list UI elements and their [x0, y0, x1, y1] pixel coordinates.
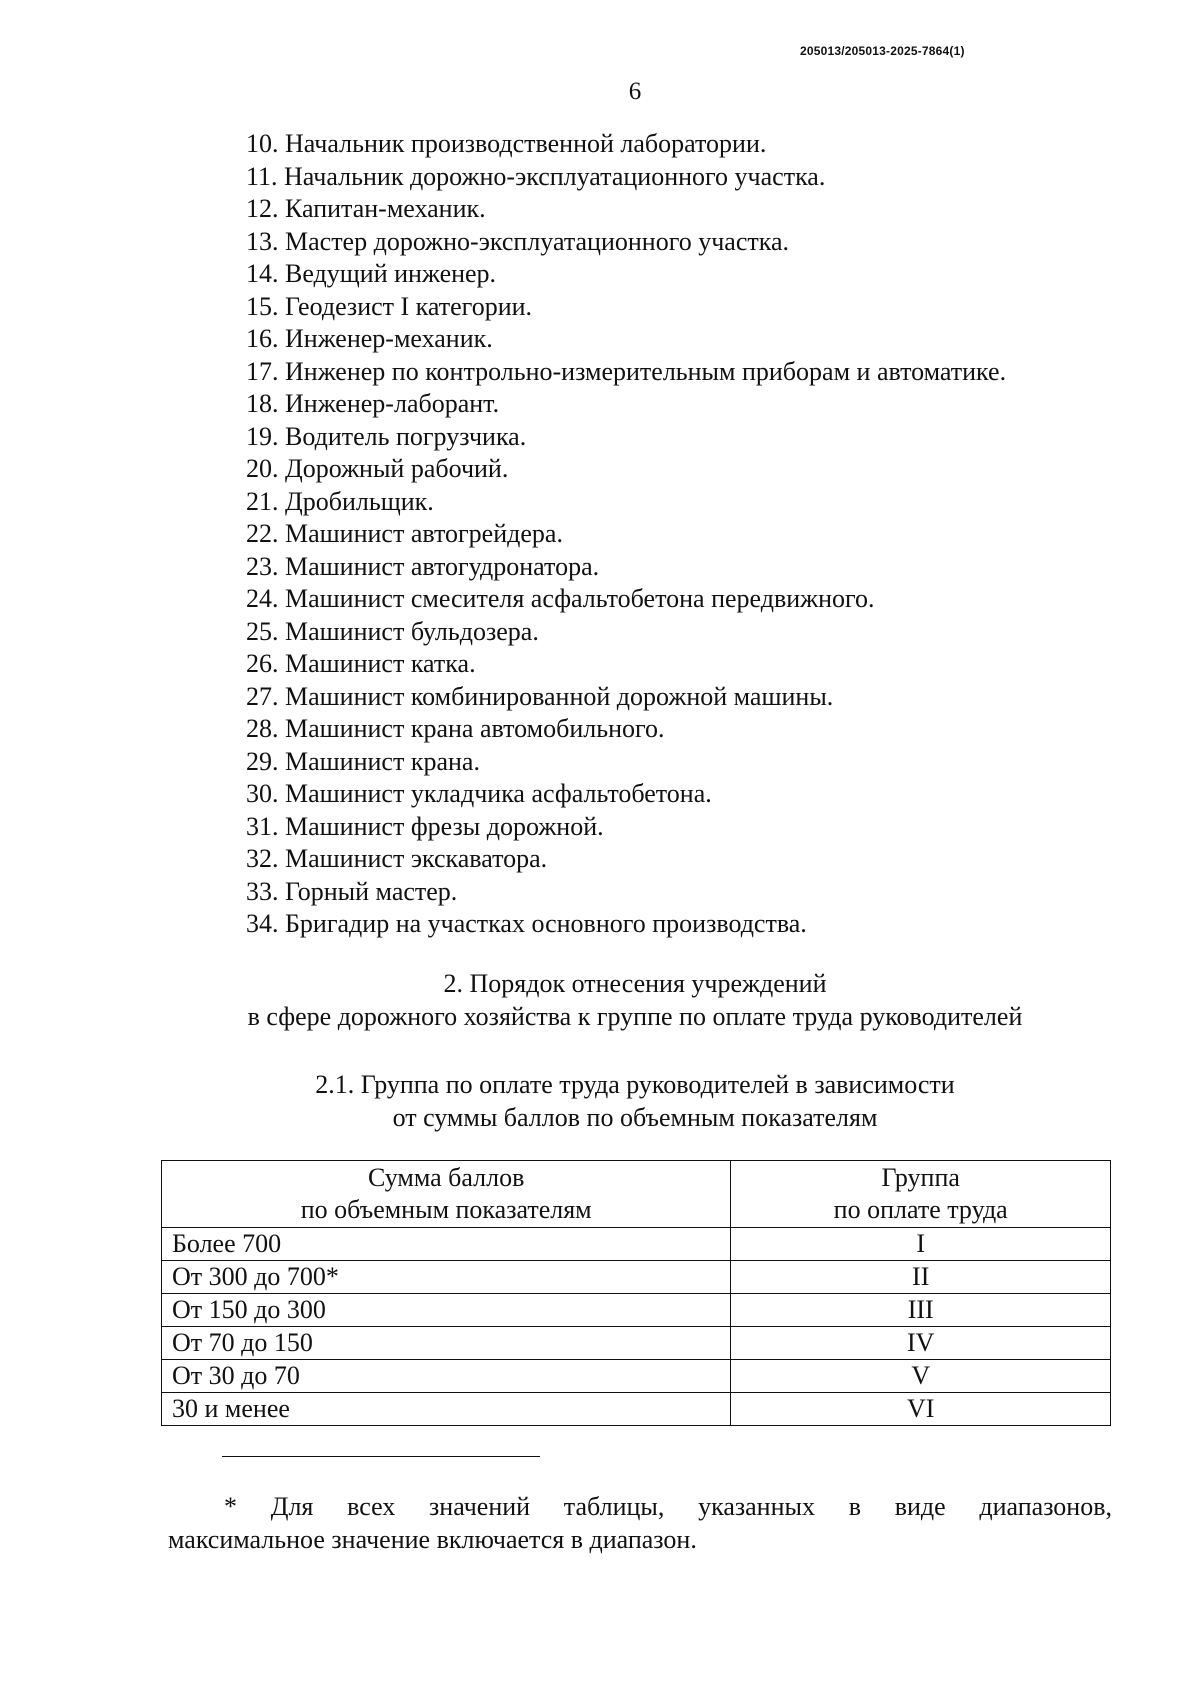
- list-item: 29. Машинист крана.: [246, 746, 480, 776]
- list-item: 22. Машинист автогрейдера.: [246, 519, 563, 548]
- list-item: 17. Инженер по контрольно-измерительным приборам и автоматике.: [246, 356, 1007, 386]
- section-title-line: 2. Порядок отнесения учреждений: [443, 969, 827, 998]
- cell-range: Более 700: [162, 1228, 731, 1261]
- cell-range: 30 и менее: [162, 1393, 731, 1426]
- page-number: 6: [628, 78, 642, 105]
- footnote-line: максимальное значение включается в диапазон.: [168, 1525, 697, 1554]
- cell-group: II: [731, 1261, 1111, 1294]
- positions-list: [246, 128, 1006, 941]
- table-row: [162, 1261, 1111, 1294]
- cell-range: От 70 до 150: [162, 1327, 731, 1360]
- header-line: по объемным показателям: [300, 1195, 592, 1224]
- header-line: по оплате труда: [833, 1195, 1008, 1224]
- list-item: 14. Ведущий инженер.: [246, 259, 497, 288]
- table-header-row: [162, 1161, 1111, 1228]
- footnote-separator: [222, 1456, 540, 1457]
- cell-group: IV: [731, 1327, 1111, 1360]
- table-row: [162, 1327, 1111, 1360]
- list-item: 11. Начальник дорожно-эксплуатационного участка.: [246, 161, 826, 191]
- subsection-title: [0, 1068, 1200, 1134]
- list-item: 10. Начальник производственной лаборатории.: [246, 129, 767, 158]
- table-row: [162, 1228, 1111, 1261]
- list-item: 12. Капитан-механик.: [246, 194, 486, 223]
- list-item: 18. Инженер-лаборант.: [246, 389, 500, 418]
- list-item: 33. Горный мастер.: [246, 876, 458, 906]
- cell-group: VI: [731, 1393, 1111, 1426]
- list-item: 21. Дробильщик.: [246, 486, 434, 516]
- section-title: [0, 967, 1200, 1033]
- list-item: 20. Дорожный рабочий.: [246, 454, 509, 483]
- list-item: 13. Мастер дорожно-эксплуатационного участка.: [246, 226, 790, 256]
- cell-group: III: [731, 1294, 1111, 1327]
- cell-group: I: [731, 1228, 1111, 1261]
- cell-group: V: [731, 1360, 1111, 1393]
- list-item: 28. Машинист крана автомобильного.: [246, 714, 665, 743]
- list-item: 34. Бригадир на участках основного производства.: [246, 909, 807, 938]
- list-item: 25. Машинист бульдозера.: [246, 616, 539, 646]
- list-item: 23. Машинист автогудронатора.: [246, 551, 600, 581]
- section-title-line: в сфере дорожного хозяйства к группе по оплате труда руководителей: [247, 1002, 1023, 1031]
- list-item: 15. Геодезист I категории.: [246, 291, 533, 321]
- list-item: 27. Машинист комбинированной дорожной машины.: [246, 681, 834, 711]
- table-row: [162, 1294, 1111, 1327]
- list-item: 24. Машинист смесителя асфальтобетона передвижного.: [246, 584, 875, 613]
- list-item: 31. Машинист фрезы дорожной.: [246, 811, 604, 841]
- table-row: [162, 1393, 1111, 1426]
- footnote: [168, 1490, 1112, 1556]
- pay-group-table: [161, 1160, 1111, 1426]
- footnote-line: * Для всех значений таблицы, указанных в виде диапазонов,: [224, 1492, 1112, 1521]
- cell-range: От 300 до 700*: [162, 1261, 731, 1294]
- list-item: 16. Инженер-механик.: [246, 324, 493, 353]
- cell-range: От 30 до 70: [162, 1360, 731, 1393]
- list-item: 26. Машинист катка.: [246, 649, 476, 678]
- header-line: Сумма баллов: [368, 1163, 525, 1192]
- table-row: [162, 1360, 1111, 1393]
- header-line: Группа: [881, 1163, 960, 1192]
- list-item: 30. Машинист укладчика асфальтобетона.: [246, 779, 712, 808]
- subsection-title-line: 2.1. Группа по оплате труда руководителей в зависимости: [315, 1070, 955, 1099]
- list-item: 19. Водитель погрузчика.: [246, 421, 527, 451]
- header-points-sum: [162, 1161, 731, 1228]
- list-item: 32. Машинист экскаватора.: [246, 844, 548, 873]
- subsection-title-line: от суммы баллов по объемным показателям: [392, 1103, 878, 1132]
- header-pay-group: [731, 1161, 1111, 1228]
- cell-range: От 150 до 300: [162, 1294, 731, 1327]
- document-id: 205013/205013-2025-7864(1): [800, 44, 965, 58]
